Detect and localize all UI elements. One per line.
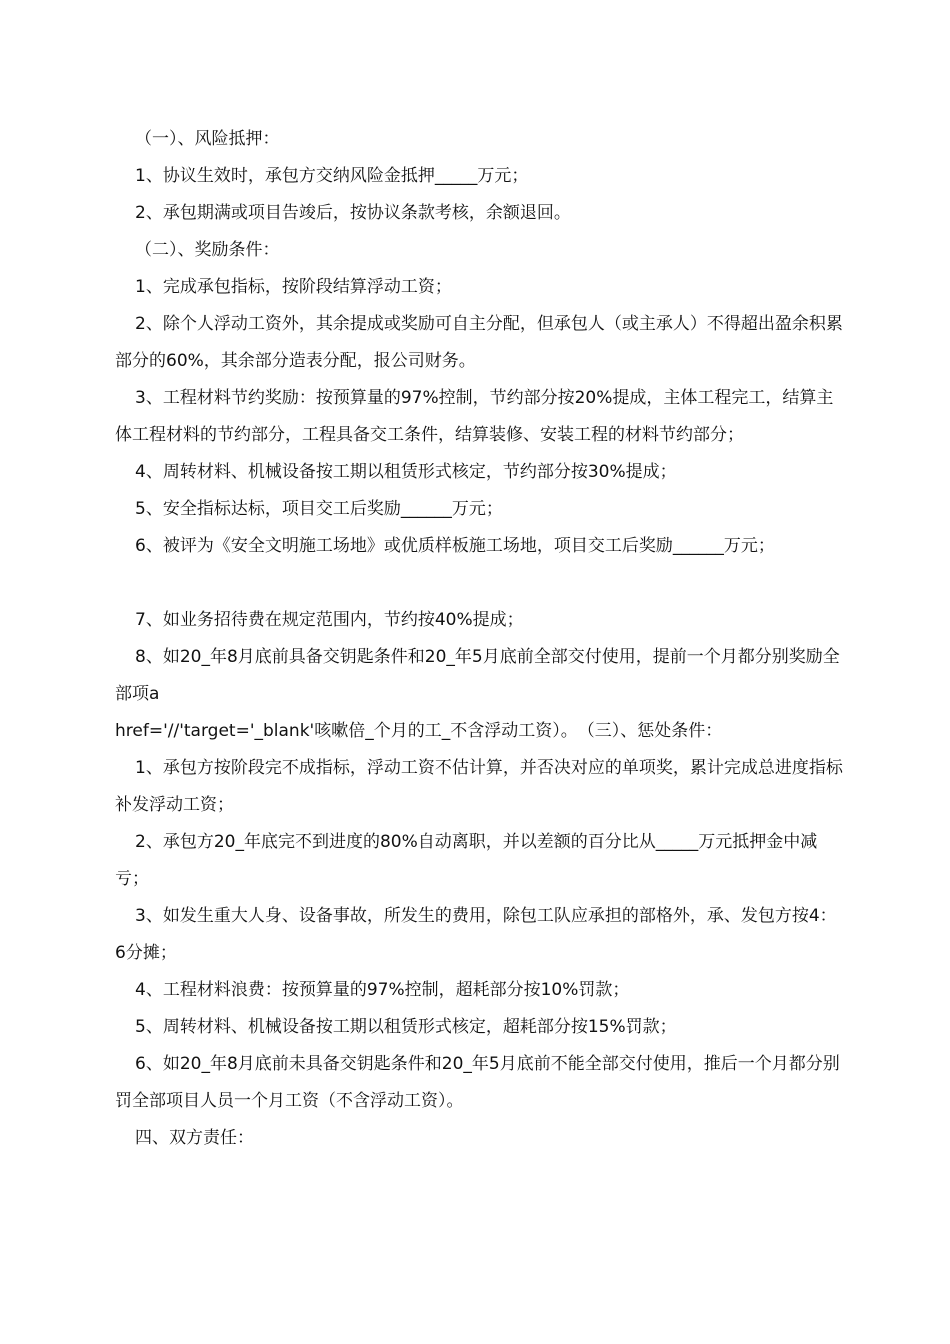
paragraph-risk-1: 1、协议生效时，承包方交纳风险金抵押_____万元； <box>135 166 529 186</box>
paragraph-reward-7: 7、如业务招待费在规定范围内，节约按40%提成； <box>135 610 524 630</box>
paragraph-risk-2: 2、承包期满或项目告竣后，按协议条款考核，余额退回。 <box>135 203 571 223</box>
section-heading-risk-deposit: （一）、风险抵押： <box>135 129 280 149</box>
paragraph-reward-5: 5、安全指标达标，项目交工后奖励______万元； <box>135 499 503 519</box>
paragraph-href-fragment: href='//'target='_blank'咳嗽倍_个月的工_不含浮动工资）。 （三）、惩处条件： <box>115 721 723 741</box>
paragraph-reward-3: 3、工程材料节约奖励：按预算量的97%控制，节约部分按20%提成，主体工程完工，结算主体工程材料的节约部分，工程具备交工条件，结算装修、安装工程的材料节约部分； <box>115 388 834 445</box>
paragraph-reward-4: 4、周转材料、机械设备按工期以租赁形式核定，节约部分按30%提成； <box>135 462 677 482</box>
paragraph-reward-8: 8、如20_年8月底前具备交钥匙条件和20_年5月底前全部交付使用，提前一个月都分别奖励全部项a <box>115 647 840 704</box>
paragraph-reward-1: 1、完成承包指标，按阶段结算浮动工资； <box>135 277 452 297</box>
paragraph-reward-6: 6、被评为《安全文明施工场地》或优质样板施工场地，项目交工后奖励______万元； <box>135 536 775 556</box>
section-heading-rewards: （二）、奖励条件： <box>135 240 280 260</box>
paragraph-penalty-1: 1、承包方按阶段完不成指标，浮动工资不估计算，并否决对应的单项奖，累计完成总进度指标补发浮动工资； <box>115 758 843 815</box>
paragraph-penalty-3: 3、如发生重大人身、设备事故，所发生的费用，除包工队应承担的部格外，承、发包方按4：6分摊； <box>115 906 837 963</box>
paragraph-penalty-5: 5、周转材料、机械设备按工期以租赁形式核定，超耗部分按15%罚款； <box>135 1017 677 1037</box>
blank-line <box>115 565 845 602</box>
paragraph-reward-2: 2、除个人浮动工资外，其余提成或奖励可自主分配，但承包人（或主承人）不得超出盈余积累部分的60%，其余部分造表分配，报公司财务。 <box>115 314 843 371</box>
document-body <box>115 121 845 1157</box>
paragraph-penalty-4: 4、工程材料浪费：按预算量的97%控制，超耗部分按10%罚款； <box>135 980 630 1000</box>
section-heading-responsibilities: 四、双方责任： <box>135 1128 254 1148</box>
paragraph-penalty-2: 2、承包方20_年底完不到进度的80%自动离职，并以差额的百分比从_____万元抵押金中减亏； <box>115 832 818 889</box>
paragraph-penalty-6: 6、如20_年8月底前未具备交钥匙条件和20_年5月底前不能全部交付使用，推后一个月都分别罚全部项目人员一个月工资（不含浮动工资）。 <box>115 1054 840 1111</box>
